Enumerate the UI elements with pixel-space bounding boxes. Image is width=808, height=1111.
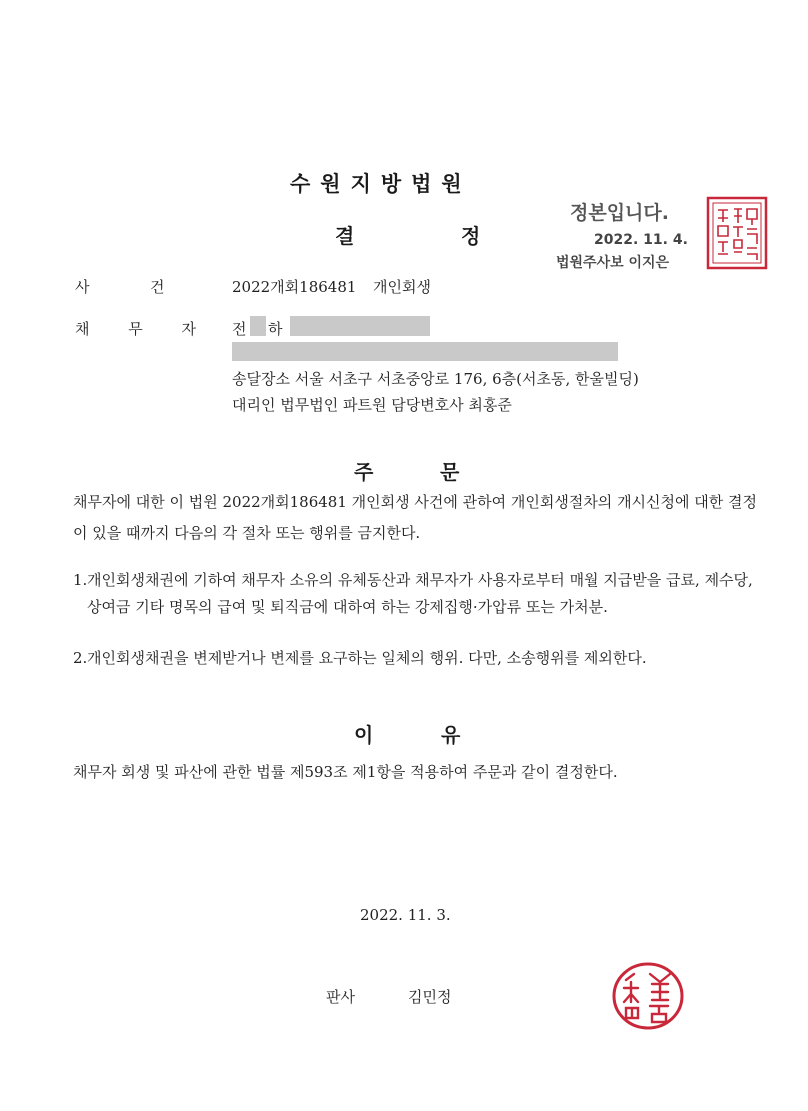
doc-type-left: 결 [335,224,355,248]
reason-heading-left: 이 [354,723,374,747]
redaction-block [290,316,430,336]
case-type: 개인회생 [373,278,431,296]
order-heading-right: 문 [440,460,460,484]
judge-title: 판사 [326,988,355,1006]
order-item [73,567,763,621]
case-number: 2022개회186481 [232,278,357,296]
order-item-number: 2. [73,649,88,667]
order-item [73,645,763,672]
case-label-right: 건 [150,278,167,296]
doc-type-right: 정 [461,224,481,248]
reason-text: 채무자 회생 및 파산에 관한 법률 제593조 제1항을 적용하여 주문과 같이 결정한다. [73,763,618,781]
redaction-block [250,316,266,336]
debtor-name-last: 하 [268,320,283,338]
order-item-text: 개인회생채권을 변제받거나 변제를 요구하는 일체의 행위. 다만, 소송행위를 제외한다. [87,649,647,667]
reason-heading-right: 유 [441,723,461,747]
case-label-left: 사 [75,278,92,296]
debtor-label: 채 무 자 [75,320,214,338]
judge-name: 김민정 [408,988,452,1006]
certified-copy-text: 정본입니다. [570,202,669,224]
debtor-name-first: 전 [232,320,247,338]
order-item-text: 개인회생채권에 기하여 채무자 소유의 유체동산과 채무자가 사용자로부터 매월 지급받을 급료, 제수당, 상여금 기타 명목의 급여 및 퇴직금에 대하여 하는 강제집행·가압류 또는 가처분. [87,571,753,616]
decision-date: 2022. 11. 3. [360,906,451,924]
certification-date: 2022. 11. 4. [594,232,688,248]
judge-seal-round [610,960,686,1032]
court-seal-square [706,196,768,270]
order-intro: 채무자에 대한 이 법원 2022개회186481 개인회생 사건에 관하여 개인회생절차의 개시신청에 대한 결정이 있을 때까지 다음의 각 절차 또는 행위를 금지한다. [73,493,758,542]
court-name: 수원지방법원 [290,172,472,196]
legal-agent: 대리인 법무법인 파트원 담당변호사 최홍준 [232,396,512,414]
order-item-number: 1. [73,571,88,589]
order-heading-left: 주 [354,460,374,484]
redaction-block [232,342,618,361]
certification-clerk: 법원주사보 이지은 [556,255,670,271]
service-place: 송달장소 서울 서초구 서초중앙로 176, 6층(서초동, 한울빌딩) [232,370,639,388]
